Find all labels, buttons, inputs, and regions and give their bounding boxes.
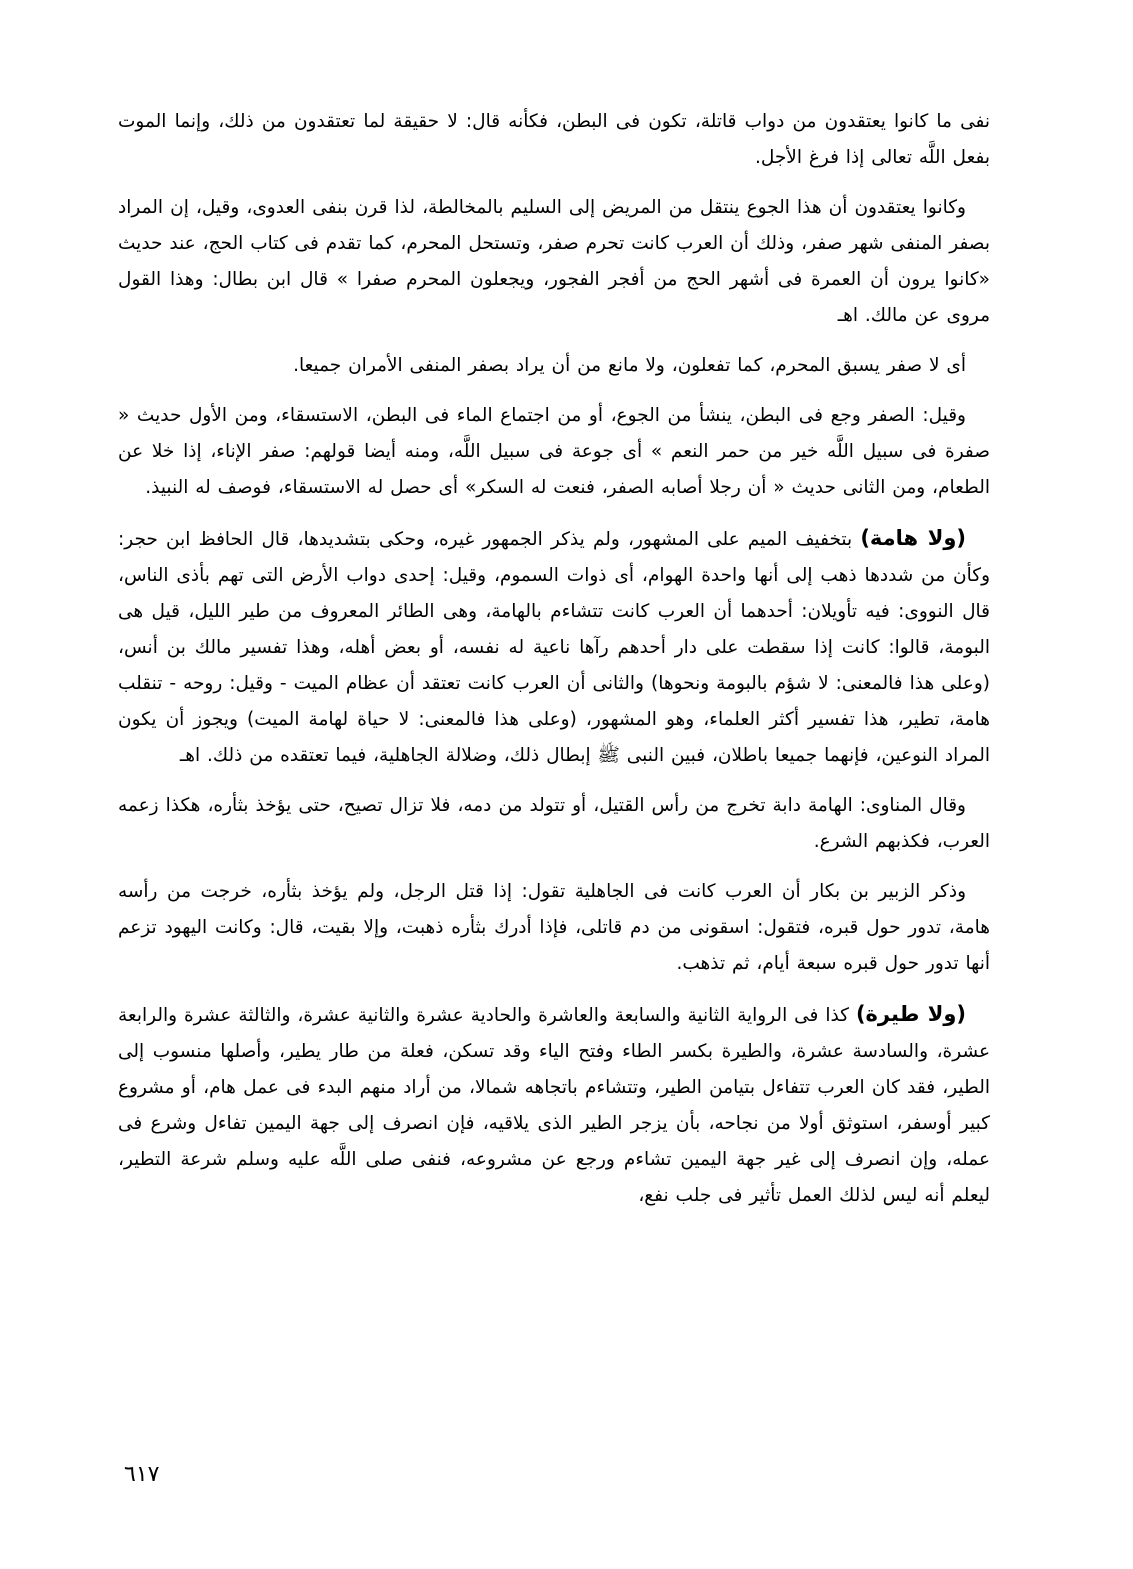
paragraph-8-lead: (ولا طيرة) [855,1002,966,1026]
paragraph-1-text: نفى ما كانوا يعتقدون من دواب قاتلة، تكون فى البطن، فكأنه قال: لا حقيقة لما تعتقدون من ذلك، وإنما الموت بفعل اللَّه تعالى إذا فرغ الأجل. [118,111,990,168]
paragraph-5 [118,520,990,774]
paragraph-2 [118,190,990,334]
paragraph-6 [118,788,990,860]
page-body [118,104,990,1228]
paragraph-5-lead: (ولا هامة) [860,526,966,550]
paragraph-3-text: أى لا صفر يسبق المحرم، كما تفعلون، ولا مانع من أن يراد بصفر المنفى الأمران جميعا. [293,355,966,376]
paragraph-8 [118,996,990,1214]
paragraph-3 [118,348,990,384]
page-number: ٦١٧ [124,1462,160,1487]
paragraph-6-text: وقال المناوى: الهامة دابة تخرج من رأس القتيل، أو تتولد من دمه، فلا تزال تصيح، حتى يؤخذ بثأره، هكذا زعمه العرب، فكذبهم الشرع. [118,795,990,852]
paragraph-2-text: وكانوا يعتقدون أن هذا الجوع ينتقل من المريض إلى السليم بالمخالطة، لذا قرن بنفى العدوى، وقيل، إن المراد بصفر المنفى شهر صفر، وذلك أن العرب كانت تحرم صفر، وتستحل المحرم، كما تقدم فى كتاب الحج، عند حديث «كانوا يرون أن العمرة فى أشهر الحج من أفجر الفجور، ويجعلون المحرم صفرا » قال ابن بطال: وهذا القول مروى عن مالك. اهـ [118,197,990,326]
paragraph-4 [118,398,990,506]
paragraph-4-text: وقيل: الصفر وجع فى البطن، ينشأ من الجوع، أو من اجتماع الماء فى البطن، الاستسقاء، ومن الأول حديث « صفرة فى سبيل اللَّه خير من حمر النعم » أى جوعة فى سبيل اللَّه، ومنه أيضا قولهم: صفر الإناء، إذا خلا عن الطعام، ومن الثانى حديث « أن رجلا أصابه الصفر، فنعت له السكر» أى حصل له الاستسقاء، فوصف له النبيذ. [118,405,990,498]
paragraph-7-text: وذكر الزبير بن بكار أن العرب كانت فى الجاهلية تقول: إذا قتل الرجل، ولم يؤخذ بثأره، خرجت من رأسه هامة، تدور حول قبره، فتقول: اسقونى من دم قاتلى، فإذا أدرك بثأره ذهبت، وإلا بقيت، قال: وكانت اليهود تزعم أنها تدور حول قبره سبعة أيام، ثم تذهب. [118,881,990,974]
paragraph-5-text: بتخفيف الميم على المشهور، ولم يذكر الجمهور غيره، وحكى بتشديدها، قال الحافظ ابن حجر: وكأن من شددها ذهب إلى أنها واحدة الهوام، أى ذوات السموم، وقيل: إحدى دواب الأرض التى تهم بأذى الناس، قال النووى: فيه تأويلان: أحدهما أن العرب كانت تتشاءم بالهامة، وهى الطائر المعروف من طير الليل، قيل هى البومة، قالوا: كانت إذا سقطت على دار أحدهم رآها ناعية له نفسه، أو بعض أهله، وهذا تفسير مالك بن أنس، (وعلى هذا فالمعنى: لا شؤم بالبومة ونحوها) والثانى أن العرب كانت تعتقد أن عظام الميت - وقيل: روحه - تنقلب هامة، تطير، هذا تفسير أكثر العلماء، وهو المشهور، (وعلى هذا فالمعنى: لا حياة لهامة الميت) ويجوز أن يكون المراد النوعين، فإنهما جميعا باطلان، فبين النبى ﷺ إبطال ذلك، وضلالة الجاهلية، فيما تعتقده من ذلك. اهـ [118,529,990,766]
paragraph-7 [118,874,990,982]
paragraph-1 [118,104,990,176]
paragraph-8-text: كذا فى الرواية الثانية والسابعة والعاشرة والحادية عشرة والثانية عشرة، والثالثة عشرة والرابعة عشرة، والسادسة عشرة، والطيرة بكسر الطاء وفتح الياء وقد تسكن، فعلة من طار يطير، وأصلها منسوب إلى الطير، فقد كان العرب تتفاءل بتيامن الطير، وتتشاءم باتجاهه شمالا، من أراد منهم البدء فى عمل هام، أو مشروع كبير أوسفر، استوثق أولا من نجاحه، بأن يزجر الطير الذى يلاقيه، فإن انصرف إلى جهة اليمين تفاءل وشرع فى عمله، وإن انصرف إلى غير جهة اليمين تشاءم ورجع عن مشروعه، فنفى صلى اللَّه عليه وسلم شرعة التطير، ليعلم أنه ليس لذلك العمل تأثير فى جلب نفع، [118,1005,990,1206]
